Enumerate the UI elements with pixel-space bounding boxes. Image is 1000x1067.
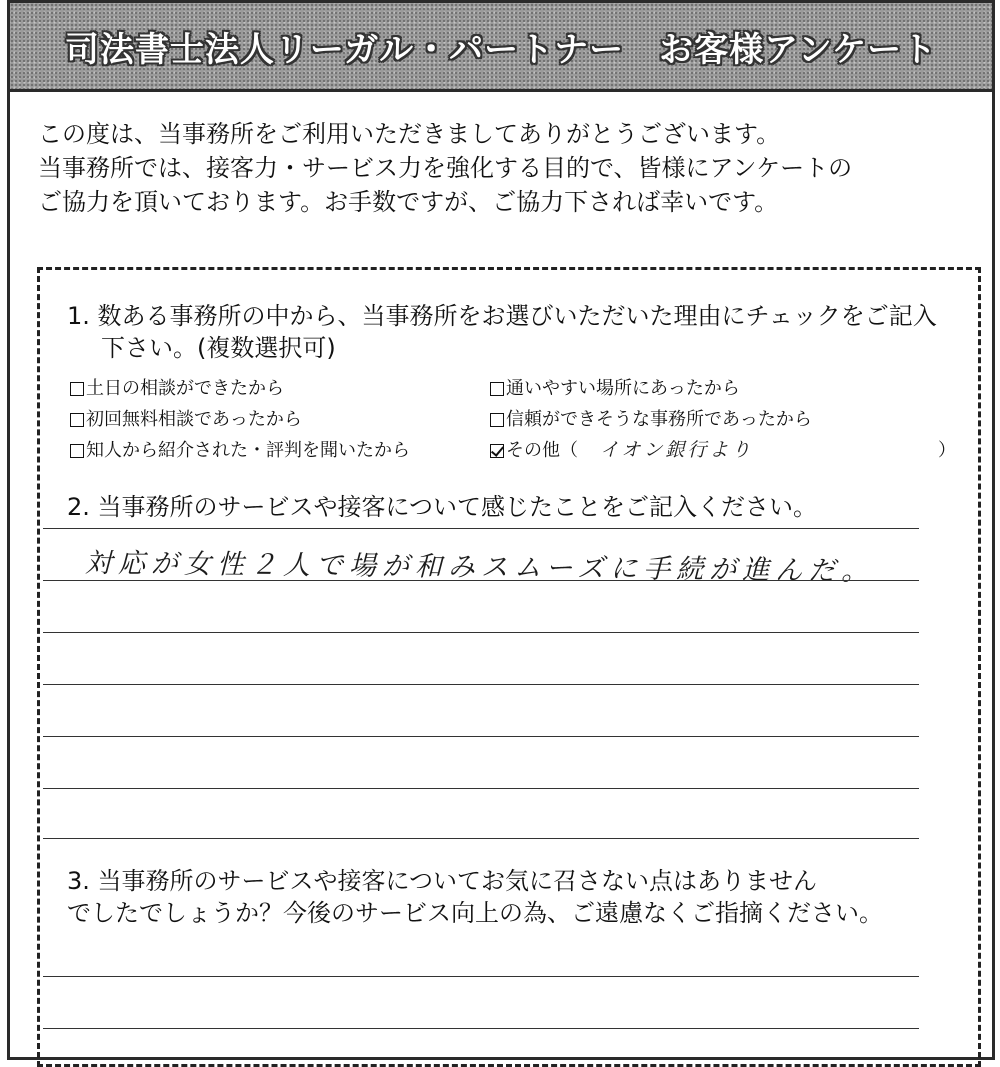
intro-line-2: 当事務所では、接客力・サービス力を強化する目的で、皆様にアンケートの: [38, 154, 853, 182]
intro-line-1: この度は、当事務所をご利用いただきましてありがとうございます。: [38, 120, 781, 148]
option-other-label: その他（: [506, 440, 578, 461]
question-1: [67, 300, 937, 364]
option-referral[interactable]: [70, 435, 410, 466]
header-banner: [10, 3, 992, 92]
question-1-line-1: 1. 数ある事務所の中から、当事務所をお選びいただいた理由にチェックをご記入: [67, 302, 937, 330]
checkbox-free-consult[interactable]: [70, 413, 84, 427]
option-reliable-label: 信頼ができそうな事務所であったから: [506, 409, 812, 430]
question-1-line-2: 下さい。(複数選択可): [101, 334, 336, 362]
question-3-line-1: 3. 当事務所のサービスや接客についてお気に召さない点はありません: [67, 867, 818, 895]
option-other[interactable]: [490, 435, 753, 466]
questions-box: [37, 267, 981, 1067]
answer-line: [43, 528, 919, 529]
survey-title: 司法書士法人リーガル・パートナー お客様アンケート: [64, 29, 938, 70]
option-free-consult-label: 初回無料相談であったから: [86, 409, 302, 430]
option-referral-label: 知人から紹介された・評判を聞いたから: [86, 440, 410, 461]
intro-text: [38, 117, 978, 219]
option-accessible-label: 通いやすい場所にあったから: [506, 378, 740, 399]
question-2: 2. 当事務所のサービスや接客について感じたことをご記入ください。: [67, 493, 818, 521]
intro-line-3: ご協力を頂いております。お手数ですが、ご協力下されば幸いです。: [38, 188, 779, 216]
option-free-consult[interactable]: [70, 404, 302, 435]
checkbox-accessible[interactable]: [490, 382, 504, 396]
question-3: [67, 865, 883, 929]
answer-line: [43, 736, 919, 737]
checkbox-weekend[interactable]: [70, 382, 84, 396]
question-2-handwritten-answer: 対応が女性２人で場が和みスムーズに手続が進んだ。: [84, 547, 875, 588]
answer-line: [43, 632, 919, 633]
answer-line: [43, 838, 919, 839]
answer-line: [43, 580, 919, 581]
answer-line: [43, 684, 919, 685]
survey-sheet: [7, 0, 995, 1060]
answer-line: [43, 976, 919, 977]
answer-line: [43, 1028, 919, 1029]
option-weekend-label: 土日の相談ができたから: [86, 378, 284, 399]
question-1-options: [70, 373, 956, 466]
question-3-line-2: でしたでしょうか？今後のサービス向上の為、ご遠慮なくご指摘ください。: [67, 899, 883, 927]
checkbox-reliable[interactable]: [490, 413, 504, 427]
option-accessible[interactable]: [490, 373, 740, 404]
answer-line: [43, 788, 919, 789]
option-other-close: ）: [938, 440, 956, 461]
checkbox-referral[interactable]: [70, 444, 84, 458]
option-other-handwritten: イオン銀行より: [600, 439, 754, 461]
option-reliable[interactable]: [490, 404, 812, 435]
option-weekend[interactable]: [70, 373, 284, 404]
checkbox-other[interactable]: [490, 444, 504, 458]
